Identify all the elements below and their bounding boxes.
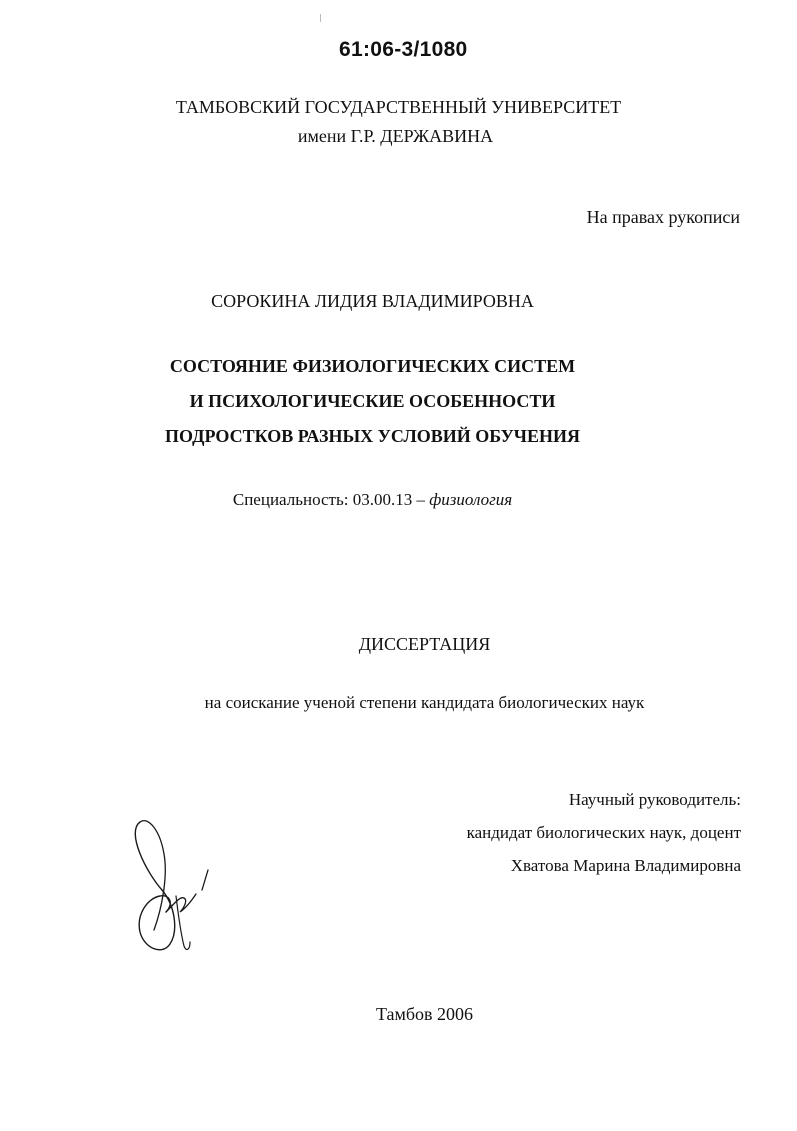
document-type: ДИССЕРТАЦИЯ <box>358 634 491 654</box>
university-name: ТАМБОВСКИЙ ГОСУДАРСТВЕННЫЙ УНИВЕРСИТЕТ <box>175 97 622 117</box>
scan-mark <box>320 14 321 22</box>
author-name: СОРОКИНА ЛИДИЯ ВЛАДИМИРОВНА <box>211 291 534 311</box>
specialty-label: Специальность: 03.00.13 – <box>232 490 425 509</box>
title-line-2: И ПСИХОЛОГИЧЕСКИЕ ОСОБЕННОСТИ <box>189 391 556 411</box>
supervisor-label: Научный руководитель: <box>568 790 741 809</box>
signature <box>118 812 228 962</box>
rights-note: На правах рукописи <box>586 207 740 227</box>
specialty-field: физиология <box>429 490 513 509</box>
specialty <box>0 490 771 510</box>
degree-statement: на соискание ученой степени кандидата биологических наук <box>204 693 645 712</box>
title-line-3: ПОДРОСТКОВ РАЗНЫХ УСЛОВИЙ ОБУЧЕНИЯ <box>164 426 580 446</box>
title-line-1: СОСТОЯНИЕ ФИЗИОЛОГИЧЕСКИХ СИСТЕМ <box>169 356 576 376</box>
stamp-code: 61:06-3/1080 <box>339 38 468 61</box>
city-year: Тамбов 2006 <box>375 1004 474 1024</box>
supervisor-credentials: кандидат биологических наук, доцент <box>466 823 741 842</box>
university-namesake: имени Г.Р. ДЕРЖАВИНА <box>297 126 494 146</box>
supervisor-name: Хватова Марина Владимировна <box>510 856 741 875</box>
